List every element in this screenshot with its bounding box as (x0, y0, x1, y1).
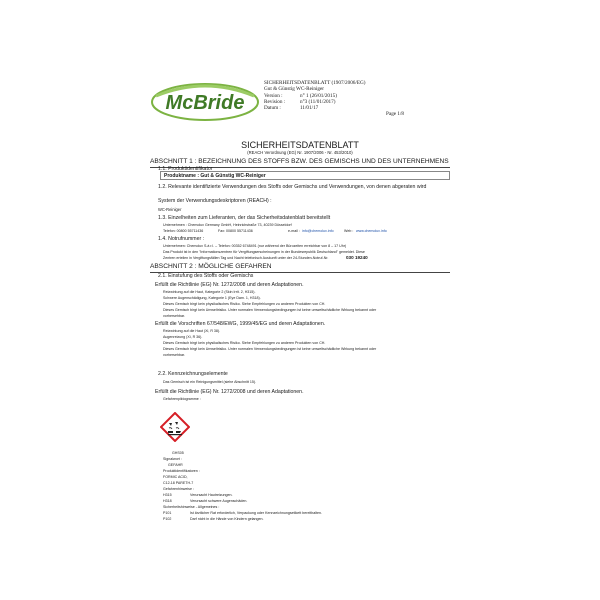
dsd-line-2: Augenreizung (Xi, R 36). (163, 335, 203, 339)
emergency-line-2: Das Produkt ist in den "Informationszentren für Vergiftungserscheinungen in der Bundesrepublik Deutschland" gemeldet. Diese (163, 250, 365, 254)
web-label: Web : (344, 229, 354, 233)
h318-text: Verursacht schwere Augenschäden. (190, 499, 248, 503)
clp-heading: Erfüllt die Richtlinie (EG) Nr. 1272/2008 und deren Adaptationen. (155, 282, 304, 288)
identifier-1: FORMIC ACID, (163, 475, 188, 479)
ghs05-corrosion-icon (160, 412, 190, 442)
dsd-line-5: vorhersehbar. (163, 353, 185, 357)
section-1-heading: ABSCHNITT 1 : BEZEICHNUNG DES STOFFS BZW. DES GEMISCHS UND DES UNTERNEHMENS (150, 158, 450, 168)
p102-text: Darf nicht in die Hände von Kindern gelangen. (190, 517, 264, 521)
s22-heading: 2.2. Kennzeichnungselemente (158, 371, 228, 377)
company-text: Unternehmen : Chemolux Germany GmbH, Heinrichstraße 73, 40239 Düsseldorf (163, 223, 292, 227)
s11-heading: 1.1. Produktidentifikator (158, 166, 213, 172)
page-number: Page 1/8 (386, 111, 405, 117)
version-label: Version : (264, 92, 283, 99)
emergency-line-3: Zentren erteilen in Vergiftungsfällen Tag und Nacht telefonisch Auskunft unter der 24-Stunden-Notruf-Nr. (163, 256, 329, 260)
web-link[interactable]: www.chemolux.info (356, 229, 387, 233)
use-text: WC-Reiniger (158, 207, 182, 212)
email-label: e-mail : (288, 229, 300, 233)
identifiers-label: Produktidentifikatoren : (163, 469, 200, 473)
s13-heading: 1.3. Einzelheiten zum Lieferanten, der das Sicherheitsdatenblatt bereitstellt (158, 215, 331, 221)
dsd-line-4: Dieses Gemisch birgt kein Umweltrisiko. Unter normalen Verwendungsbedingungen ist keine umweltschädliche Wirkung bekannt oder (163, 347, 377, 351)
hazard-label: Gefahrenhinweise : (163, 487, 194, 491)
section-2-heading: ABSCHNITT 2 : MÖGLICHE GEFAHREN (150, 263, 450, 273)
revision-value: n°3 (11/01/2017) (300, 98, 336, 105)
signal-word: GEFAHR (168, 463, 183, 467)
clp-line-5: vorhersehbar. (163, 314, 185, 318)
s12-heading: 1.2. Relevante identifizierte Verwendungen des Stoffs oder Gemischs und Verwendungen, von denen abgeraten wird (158, 184, 427, 190)
revision-label: Revision : (264, 98, 286, 105)
email-link[interactable]: info@chemolux.info (302, 229, 334, 233)
p102-code: P102 (163, 517, 172, 521)
clp-line-4: Dieses Gemisch birgt kein Umweltrisiko. Unter normalen Verwendungsbedingungen ist keine umweltschädliche Wirkung bekannt oder (163, 308, 377, 312)
fax-text: Fax: 00800 55711436 (218, 229, 253, 233)
emergency-number: 030 19240 (346, 255, 368, 260)
h315-text: Verursacht Hautreizungen. (190, 493, 233, 497)
pictograms-label: Gefahrenpiktogramme : (163, 397, 201, 401)
identifier-2: C12-18 PARETH-7 (163, 481, 194, 485)
ghs-code: GHS05 (172, 451, 184, 455)
clp-line-3: Dieses Gemisch birgt kein physikalisches Risiko. Siehe Empfehlungen zu anderen Produkten von CH. (163, 302, 326, 306)
h318-code: H318 (163, 499, 172, 503)
precaution-label: Sicherheitshinweise - Allgemeines : (163, 505, 220, 509)
p101-text: Ist ärztlicher Rat erforderlich, Verpackung oder Kennzeichnungsetikett bereithalten. (190, 511, 323, 515)
svg-text:McBride: McBride (165, 92, 245, 114)
emergency-line-1: Unternehmen: Chemolux S.à r.l. – Telefon: 00352 6748491 (nur während der Bürozeiten erreichbar von 8 – 17 Uhr) (163, 244, 347, 248)
header-title: SICHERHEITSDATENBLATT (1907/2006/EG) (264, 80, 366, 86)
dsd-line-1: Reizwirkung auf die Haut (Xi, R 38). (163, 329, 221, 333)
document-header (264, 80, 366, 111)
date-label: Datum : (264, 105, 281, 112)
clp-line-1: Reizwirkung auf die Haut, Kategorie 2 (Skin Irrit. 2, H315). (163, 290, 256, 294)
h315-code: H315 (163, 493, 172, 497)
date-value: 11/01/17 (300, 105, 319, 112)
s22-line: Das Gemisch ist ein Reinigungsmittel (siehe Abschnitt 15). (163, 380, 257, 384)
document-subtitle: (REACH Verordnung (EG) Nr. 1907/2006 - Nr. 453/2010) (247, 150, 353, 155)
header-product: Gut & Günstig WC-Reiniger (264, 86, 324, 93)
document-title: SICHERHEITSDATENBLATT (241, 140, 359, 150)
version-value: n° 1 (26/01/2015) (300, 92, 337, 99)
phone-text: Telefon: 00800 55711436 (163, 229, 204, 233)
mcbride-logo (150, 82, 260, 122)
dsd-line-3: Dieses Gemisch birgt kein physikalisches Risiko. Siehe Empfehlungen zu anderen Produkten von CH. (163, 341, 326, 345)
s21-heading: 2.1. Einstufung des Stoffs oder Gemischs (158, 273, 254, 279)
clp-line-2: Schwere Augenschädigung, Kategorie 1 (Eye Dam. 1, H318). (163, 296, 261, 300)
signal-label: Signalwort : (163, 457, 182, 461)
product-name-box: Produktname : Gut & Günstig WC-Reiniger (160, 171, 450, 180)
descriptors-label: System der Verwendungsdeskriptoren (REACH) : (158, 198, 272, 204)
s14-heading: 1.4. Notrufnummer : (158, 236, 205, 242)
clp-heading-2: Erfüllt die Richtlinie (EG) Nr. 1272/2008 und deren Adaptationen. (155, 389, 304, 395)
dsd-heading: Erfüllt die Vorschriften 67/548/EWG, 1999/45/EG und deren Adaptationen. (155, 321, 326, 327)
p101-code: P101 (163, 511, 172, 515)
